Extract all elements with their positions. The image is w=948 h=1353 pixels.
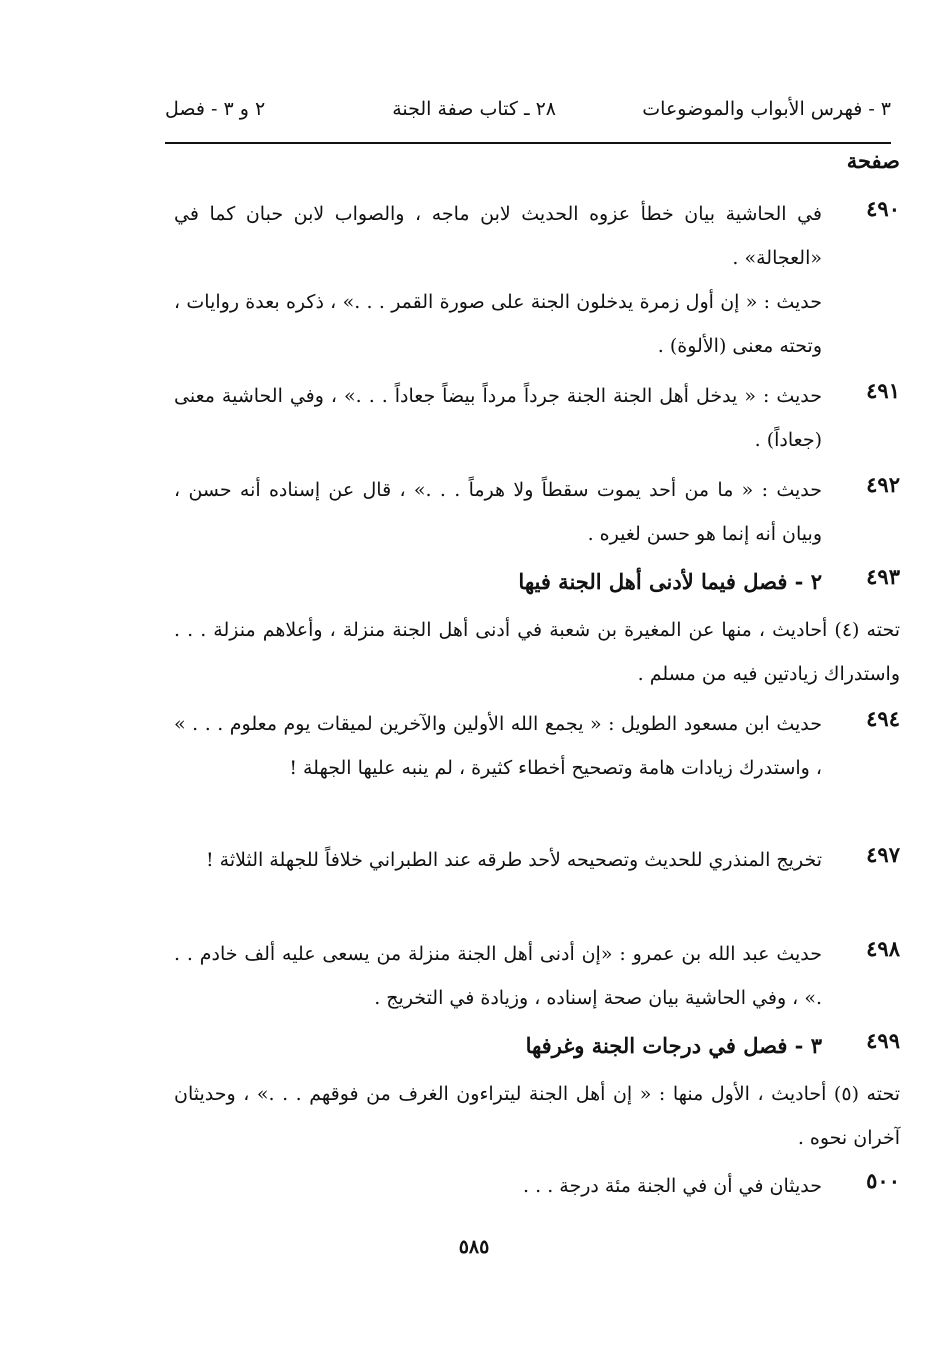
header-section: ٢ و ٣ - فصل — [165, 98, 266, 120]
header-chapter: ٣ - فهرس الأبواب والموضوعات — [642, 98, 891, 120]
entry-text: حديث ابن مسعود الطويل : « يجمع الله الأولين والآخرين لميقات يوم معلوم . . . » ، واستدرك زيادات هامة وتصحيح أخطاء كثيرة ، لم ينبه عليها الجهلة ! — [174, 713, 822, 779]
page-number: ٥٨٥ — [458, 1236, 490, 1258]
index-entry — [174, 374, 900, 462]
section-description — [174, 1072, 900, 1160]
header-book-title: ٢٨ ـ كتاب صفة الجنة — [392, 98, 556, 120]
entry-page-number: ٥٠٠ — [866, 1168, 900, 1193]
index-entry — [174, 468, 900, 556]
entry-page-number: ٤٩٣ — [866, 564, 900, 589]
index-entry — [174, 702, 900, 790]
entry-text: حديث : « يدخل أهل الجنة الجنة جرداً مرداً بيضاً جعاداً . . .» ، وفي الحاشية معنى (جعاداً) . — [174, 385, 822, 451]
section-heading: ٢ - فصل فيما لأدنى أهل الجنة فيها — [518, 569, 822, 594]
index-entry — [174, 560, 900, 604]
index-entry — [174, 838, 900, 882]
entry-page-number: ٤٩٩ — [866, 1028, 900, 1053]
entry-text: تحته (٤) أحاديث ، منها عن المغيرة بن شعبة في أدنى أهل الجنة منزلة ، وأعلاهم منزلة . . . واستدراك زيادتين فيه من مسلم . — [174, 619, 900, 685]
section-description — [174, 608, 900, 696]
header-rule — [165, 142, 891, 144]
index-entry — [174, 1024, 900, 1068]
index-entry — [174, 932, 900, 1020]
entry-page-number: ٤٩٠ — [866, 196, 900, 221]
section-heading: ٣ - فصل في درجات الجنة وغرفها — [525, 1033, 822, 1058]
index-entry — [174, 192, 900, 280]
index-entry — [174, 1164, 900, 1208]
index-entry — [174, 280, 900, 368]
entry-text: تخريج المنذري للحديث وتصحيحه لأحد طرقه عند الطبراني خلافاً للجهلة الثلاثة ! — [205, 849, 822, 871]
entry-text: في الحاشية بيان خطأ عزوه الحديث لابن ماجه ، والصواب لابن حبان كما في «العجالة» . — [174, 203, 822, 269]
entry-page-number: ٤٩٧ — [866, 842, 900, 867]
page-column-label: صفحة — [846, 148, 900, 173]
running-header — [165, 98, 891, 134]
entry-text: حديث : « إن أول زمرة يدخلون الجنة على صورة القمر . . .» ، ذكره بعدة روايات ، وتحته معنى (الألوة) . — [174, 291, 822, 357]
entry-text: حديث عبد الله بن عمرو : «إن أدنى أهل الجنة منزلة من يسعى عليه ألف خادم . . .» ، وفي الحاشية بيان صحة إسناده ، وزيادة في التخريج . — [174, 943, 822, 1009]
entry-text: تحته (٥) أحاديث ، الأول منها : « إن أهل الجنة ليتراءون الغرف من فوقهم . . .» ، وحديثان آخران نحوه . — [174, 1083, 900, 1149]
entry-page-number: ٤٩١ — [866, 378, 900, 403]
entry-page-number: ٤٩٨ — [866, 936, 900, 961]
entry-text: حديثان في أن في الجنة مئة درجة . . . — [523, 1175, 822, 1197]
entry-text: حديث : « ما من أحد يموت سقطاً ولا هرماً . . .» ، قال عن إسناده أنه حسن ، وبيان أنه إنما هو حسن لغيره . — [174, 479, 822, 545]
entry-page-number: ٤٩٤ — [866, 706, 900, 731]
entry-page-number: ٤٩٢ — [866, 472, 900, 497]
